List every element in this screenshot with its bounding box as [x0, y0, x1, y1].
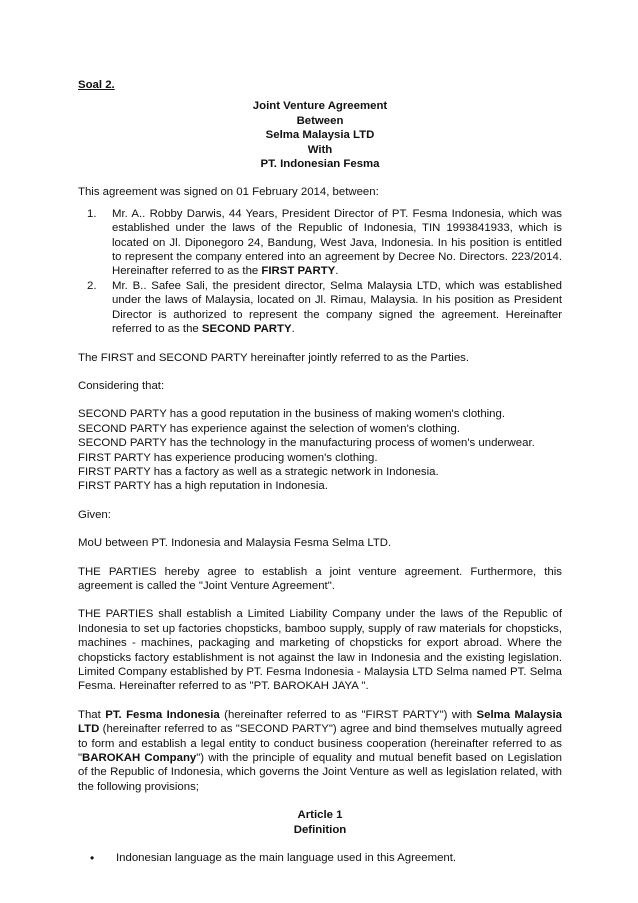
first-party-name: PT. Fesma Indonesia: [105, 708, 220, 721]
party-role: FIRST PARTY: [261, 265, 336, 278]
title-line-5: PT. Indonesian Fesma: [260, 158, 380, 171]
company-name: BAROKAH Company: [82, 752, 197, 765]
that-paragraph: [78, 708, 562, 794]
definition-text: Indonesian language as the main language used in this Agreement.: [116, 852, 457, 865]
title-line-3: Selma Malaysia LTD: [265, 129, 375, 142]
bullet-icon: •: [90, 851, 95, 866]
party-text: Mr. B.. Safee Sali, the president director, Selma Malaysia LTD, which was established under the laws of Malaysia, located on Jl. Rimau, Malaysia. In his position as President Director is authorized to represent the company signed the agreement. Hereinafter referred to as the: [112, 279, 562, 336]
agree-paragraph: THE PARTIES hereby agree to establish a joint venture agreement. Furthermore, this agreement is called the "Joint Venture Agreement".: [78, 565, 562, 592]
party-item: [78, 279, 562, 337]
that-text: ") with the principle of equality and mutual benefit based on Legislation of the Republic of Indonesia, which governs the Joint Venture as well as legislation related, with the following provisions;: [78, 752, 563, 793]
considering-item: SECOND PARTY has a good reputation in the business of making women's clothing.: [78, 408, 506, 421]
considering-item: SECOND PARTY has experience against the selection of women's clothing.: [78, 422, 461, 435]
article-number: Article 1: [297, 809, 343, 822]
document-body: [78, 78, 562, 865]
intro-paragraph: This agreement was signed on 01 February 2014, between:: [78, 186, 379, 199]
title-line-1: Joint Venture Agreement: [252, 100, 388, 113]
article-title: Definition: [293, 823, 347, 836]
definitions-list: [78, 851, 562, 865]
second-party-name: Selma Malaysia LTD: [78, 708, 562, 736]
agreement-title: [78, 99, 562, 171]
considering-label: Considering that:: [78, 379, 165, 392]
considering-list: [78, 407, 562, 493]
given-paragraph: MoU between PT. Indonesia and Malaysia Fesma Selma LTD.: [78, 537, 392, 550]
considering-item: FIRST PARTY has a factory as well as a strategic network in Indonesia.: [78, 465, 439, 478]
party-end: .: [335, 265, 339, 278]
definition-item: [78, 851, 562, 865]
that-text: (hereinafter referred to as "SECOND PARTY") agree and bind themselves mutually agreed to form and establish a legal entity to conduct business cooperation (hereinafter referred to as ": [78, 723, 562, 765]
considering-item: FIRST PARTY has a high reputation in Indonesia.: [78, 480, 328, 493]
party-role: SECOND PARTY: [201, 323, 292, 336]
considering-item: SECOND PARTY has the technology in the manufacturing process of women's underwear.: [78, 437, 535, 450]
party-number: 2.: [87, 279, 97, 292]
that-text: (hereinafter referred to as "FIRST PARTY") with: [219, 708, 477, 721]
that-text: That: [78, 708, 106, 721]
party-item: [78, 207, 562, 279]
party-text: Mr. A.. Robby Darwis, 44 Years, President Director of PT. Fesma Indonesia, which was established under the laws of the Republic of Indonesia, TIN 1993841933, which is located on Jl. Diponegoro 24, Bandung, West Java, Indonesia. In his position is entitled to represent the company entered into an agreement by Decree No. Directors. 223/2014. Hereinafter referred to as the: [112, 207, 562, 278]
given-label: Given:: [78, 508, 111, 521]
party-end: .: [291, 323, 295, 336]
title-line-4: With: [307, 143, 333, 156]
establish-paragraph: THE PARTIES shall establish a Limited Liability Company under the laws of the Republic of Indonesia to set up factories chopsticks, bamboo supply, supply of raw materials for chopsticks, machines - machines, packaging and marketing of chopsticks for export abroad. Where the chopsticks factory establishment is not against the law in Indonesia and the existing legislation. Limited Company established by PT. Fesma Indonesia - Malaysia LTD Selma named PT. Selma Fesma. Hereinafter referred to as "PT. BAROKAH JAYA ".: [78, 608, 562, 693]
title-line-2: Between: [296, 114, 344, 127]
considering-item: FIRST PARTY has experience producing women's clothing.: [78, 451, 378, 464]
parties-list: [78, 207, 562, 337]
party-number: 1.: [87, 207, 97, 220]
question-heading: Soal 2.: [78, 79, 115, 91]
jointly-paragraph: The FIRST and SECOND PARTY hereinafter jointly referred to as the Parties.: [78, 351, 470, 364]
